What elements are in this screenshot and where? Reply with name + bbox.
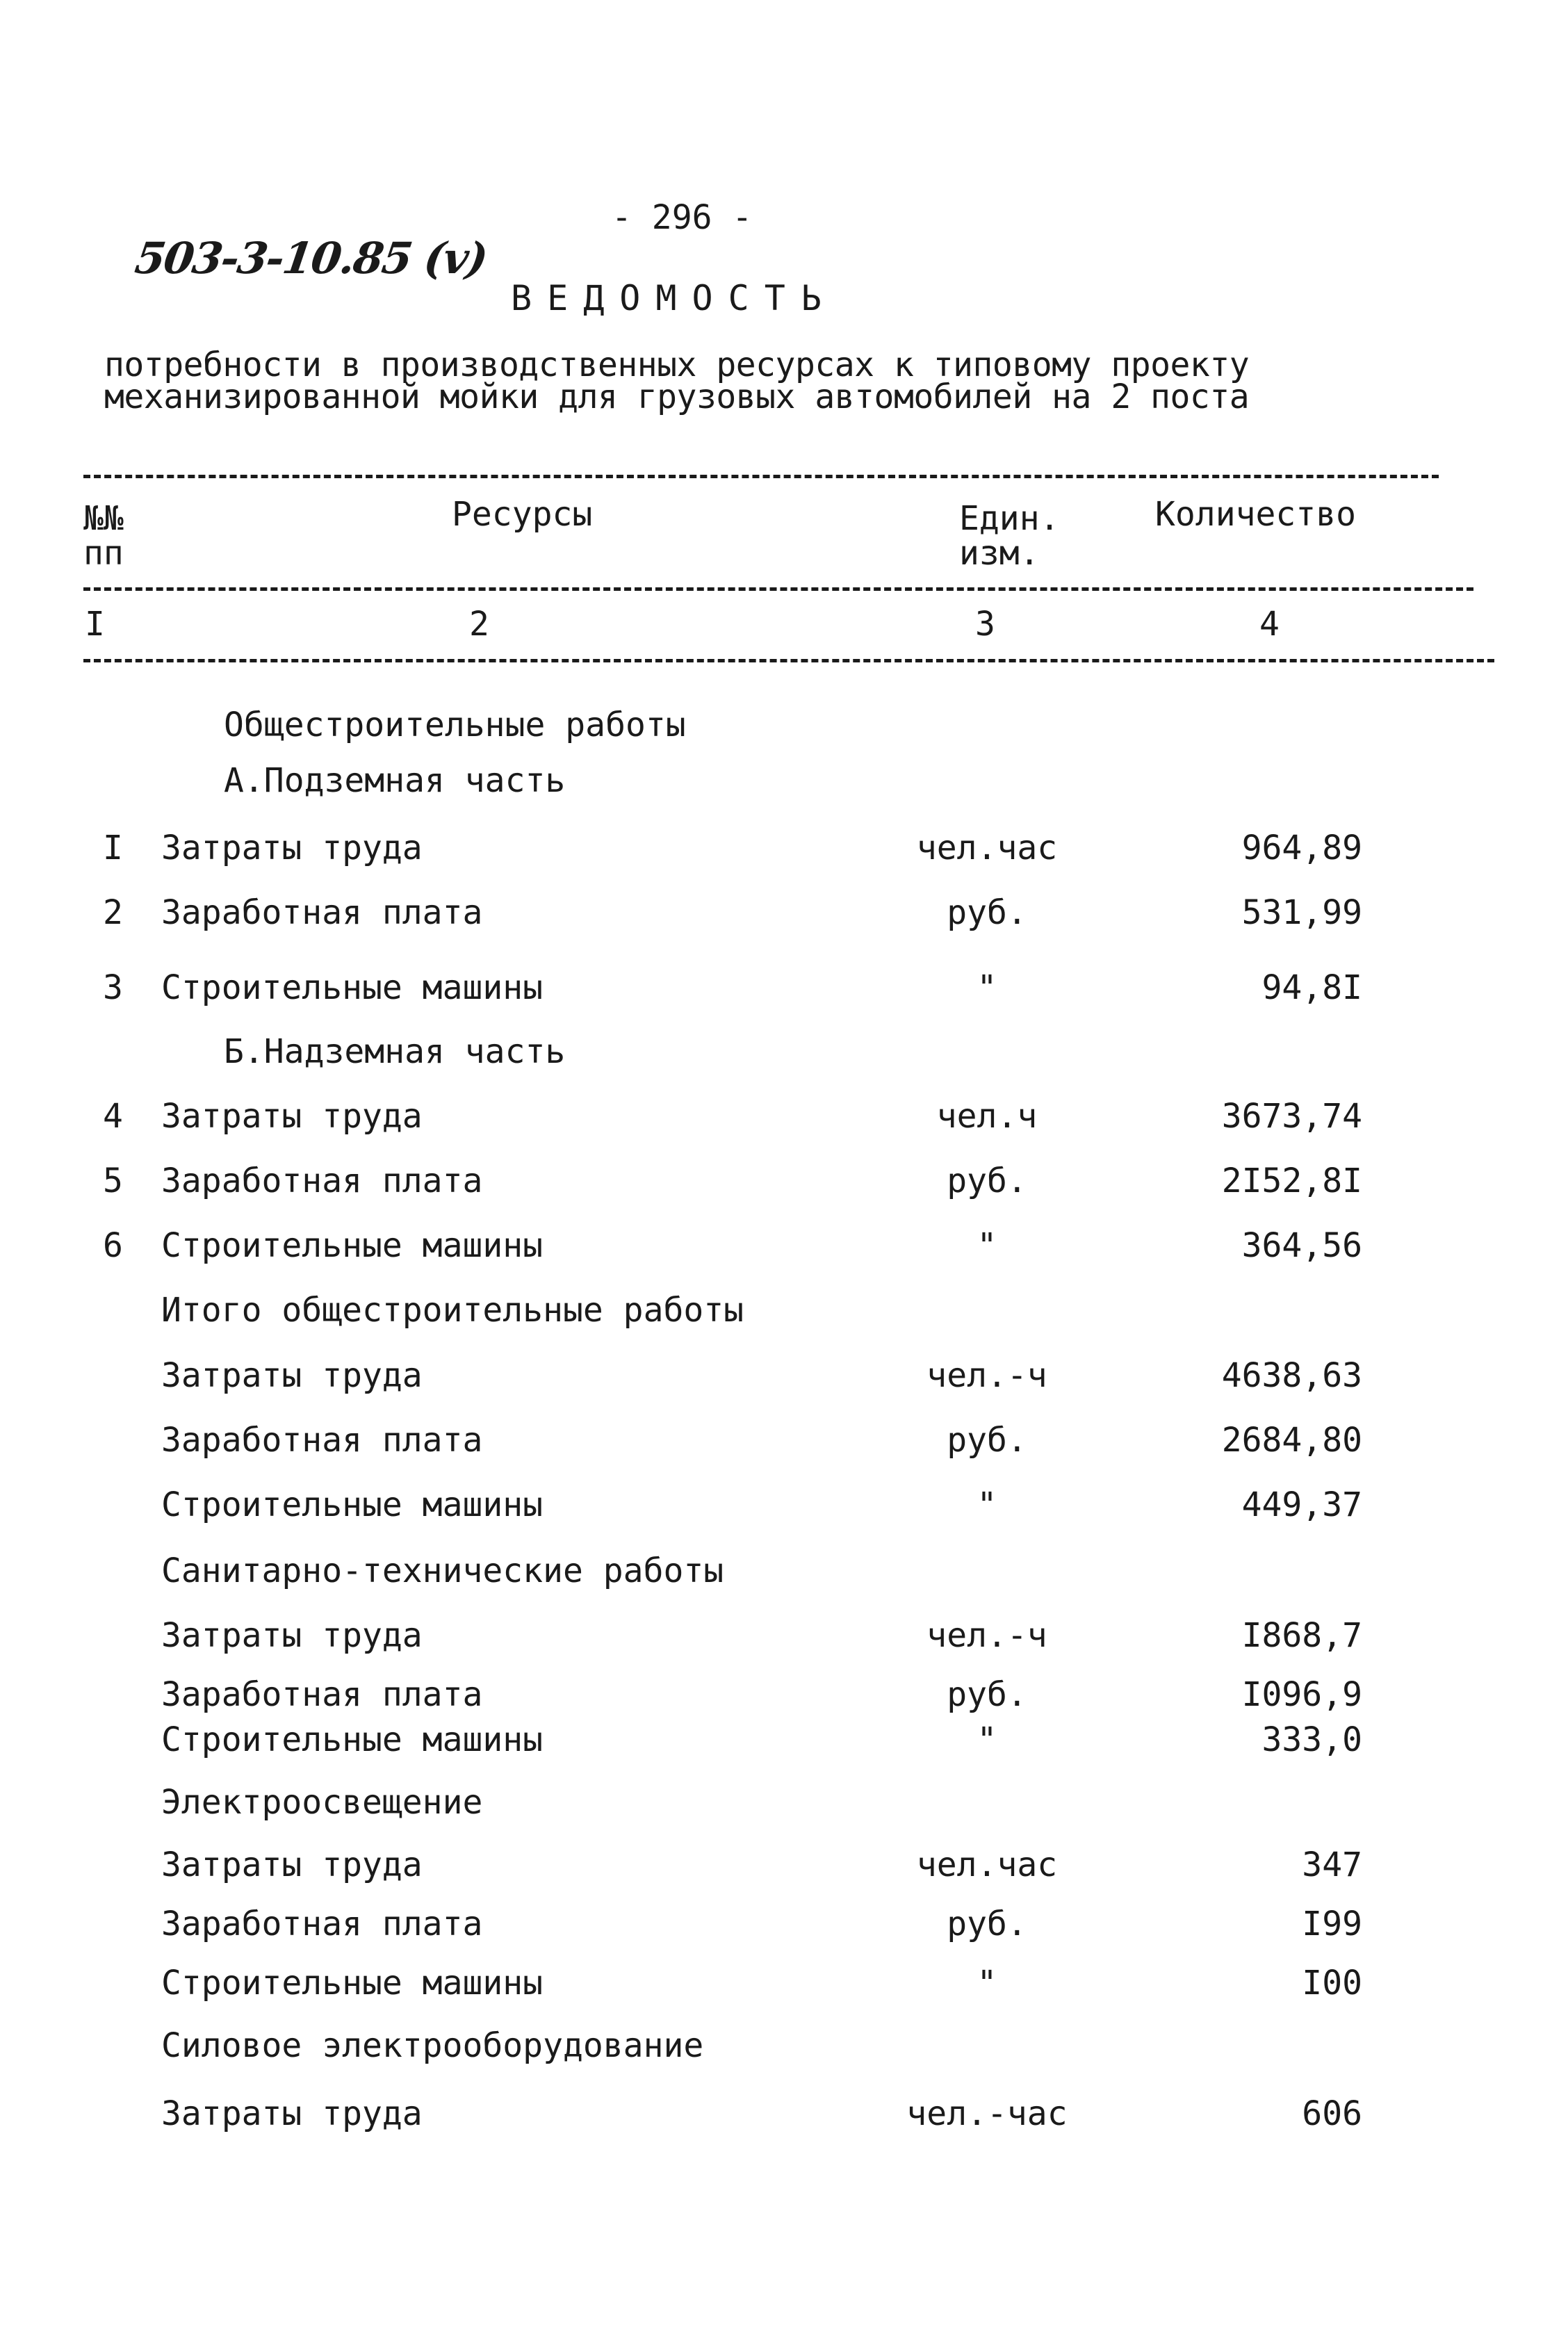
quantity-value: 4638,63 xyxy=(1221,1356,1362,1395)
resource-name: Заработная плата xyxy=(161,1421,483,1460)
resource-name: Строительные машины xyxy=(161,1226,544,1265)
quantity-value: I99 xyxy=(1302,1905,1362,1943)
header-top-divider xyxy=(83,475,1439,478)
unit-of-measure: " xyxy=(977,968,997,1007)
subtitle-line-2: механизированной мойки для грузовых автомобилей на 2 поста xyxy=(104,377,1250,416)
resource-name: Затраты труда xyxy=(161,2094,423,2133)
unit-of-measure: руб. xyxy=(947,893,1027,932)
row-number: 5 xyxy=(103,1161,123,1200)
page-number: - 296 - xyxy=(612,198,753,237)
document-code-stamp: 503-3-10.85 (v) xyxy=(131,233,490,284)
quantity-value: 364,56 xyxy=(1241,1226,1362,1265)
quantity-value: I868,7 xyxy=(1241,1616,1362,1655)
resource-name: Затраты труда xyxy=(161,1356,423,1395)
unit-of-measure: чел.час xyxy=(916,829,1058,867)
quantity-value: 347 xyxy=(1302,1845,1362,1884)
quantity-value: 333,0 xyxy=(1261,1720,1362,1759)
unit-of-measure: руб. xyxy=(947,1421,1027,1460)
unit-of-measure: чел.-ч xyxy=(926,1356,1047,1395)
resource-name: Заработная плата xyxy=(161,1675,483,1714)
section-heading: Силовое электрооборудование xyxy=(161,2026,704,2065)
resource-name: Заработная плата xyxy=(161,1161,483,1200)
quantity-value: 94,8I xyxy=(1261,968,1362,1007)
row-number: 6 xyxy=(103,1226,123,1265)
unit-of-measure: " xyxy=(977,1964,997,2003)
unit-of-measure: " xyxy=(977,1226,997,1265)
section-heading: Общестроительные работы xyxy=(224,706,686,744)
unit-of-measure: руб. xyxy=(947,1675,1027,1714)
subtitle-line-1: потребности в производственных ресурсах к типовому проекту xyxy=(104,345,1250,384)
unit-of-measure: чел.ч xyxy=(936,1097,1038,1136)
quantity-value: I00 xyxy=(1302,1964,1362,2003)
unit-of-measure: руб. xyxy=(947,1905,1027,1943)
resource-name: Строительные машины xyxy=(161,1964,544,2003)
section-heading: А.Подземная часть xyxy=(224,761,566,800)
unit-of-measure: чел.час xyxy=(916,1845,1058,1884)
header-bottom-divider xyxy=(83,659,1494,662)
unit-of-measure: чел.-час xyxy=(906,2094,1068,2133)
quantity-value: 3673,74 xyxy=(1221,1097,1362,1136)
row-number: 3 xyxy=(103,968,123,1007)
quantity-value: 531,99 xyxy=(1241,893,1362,932)
row-number: 2 xyxy=(103,893,123,932)
resource-name: Строительные машины xyxy=(161,1485,544,1524)
resource-name: Заработная плата xyxy=(161,893,483,932)
resource-name: Затраты труда xyxy=(161,1845,423,1884)
resource-name: Заработная плата xyxy=(161,1905,483,1943)
resource-name: Строительные машины xyxy=(161,968,544,1007)
header-num-line1: №№ xyxy=(83,499,124,538)
unit-of-measure: чел.-ч xyxy=(926,1616,1047,1655)
quantity-value: 2684,80 xyxy=(1221,1421,1362,1460)
column-number-3: 3 xyxy=(975,605,995,644)
header-resources: Ресурсы xyxy=(452,495,593,534)
resource-name: Затраты труда xyxy=(161,829,423,867)
column-number-4: 4 xyxy=(1259,605,1280,644)
header-num-line2: пп xyxy=(83,534,124,573)
section-heading: Санитарно-технические работы xyxy=(161,1551,724,1590)
unit-of-measure: руб. xyxy=(947,1161,1027,1200)
column-number-2: 2 xyxy=(469,605,489,644)
unit-of-measure: " xyxy=(977,1720,997,1759)
row-number: 4 xyxy=(103,1097,123,1136)
section-heading: Б.Надземная часть xyxy=(224,1032,566,1071)
resource-name: Строительные машины xyxy=(161,1720,544,1759)
quantity-value: 606 xyxy=(1302,2094,1362,2133)
document-title: ВЕДОМОСТЬ xyxy=(511,278,837,318)
column-number-1: I xyxy=(85,605,105,644)
header-quantity: Количество xyxy=(1155,495,1356,534)
section-heading: Электроосвещение xyxy=(161,1783,483,1822)
quantity-value: 964,89 xyxy=(1241,829,1362,867)
quantity-value: 449,37 xyxy=(1241,1485,1362,1524)
quantity-value: I096,9 xyxy=(1241,1675,1362,1714)
row-number: I xyxy=(103,829,123,867)
quantity-value: 2I52,8I xyxy=(1221,1161,1362,1200)
header-unit-line2: изм. xyxy=(959,534,1040,573)
unit-of-measure: " xyxy=(977,1485,997,1524)
header-middle-divider xyxy=(83,587,1473,591)
resource-name: Затраты труда xyxy=(161,1097,423,1136)
section-heading: Итого общестроительные работы xyxy=(161,1291,744,1330)
resource-name: Затраты труда xyxy=(161,1616,423,1655)
header-unit-line1: Един. xyxy=(959,499,1060,538)
